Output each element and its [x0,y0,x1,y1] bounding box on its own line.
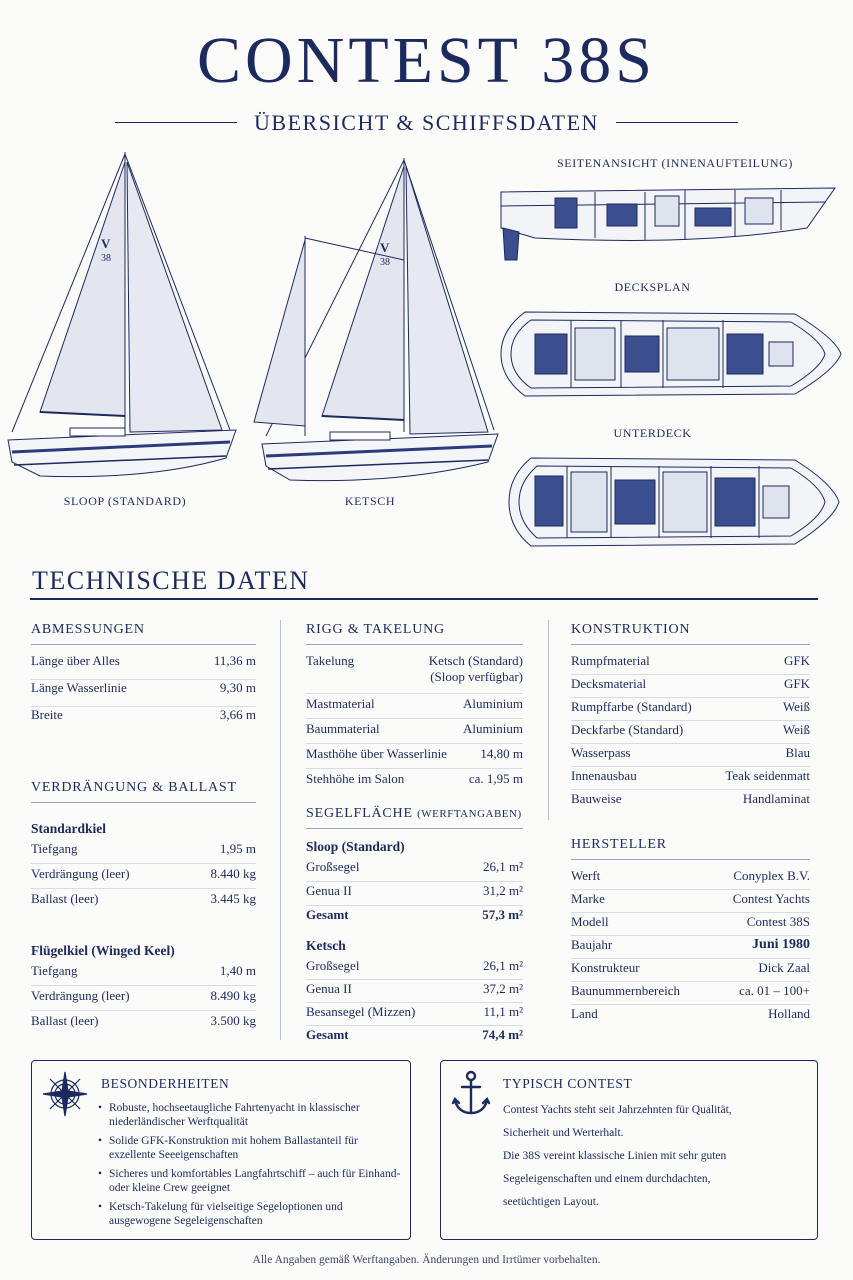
table-row: Genua II 37,2 m² [306,981,523,1003]
standard-keel-title: Standardkiel [31,821,107,836]
table-row: Rumpfmaterial GFK [571,653,810,675]
manufacturer-heading: HERSTELLER [571,837,810,860]
table-row: Genua II 31,2 m² [306,883,523,906]
table-row: Baummaterial Aluminium [306,721,523,744]
table-row: Tiefgang 1,40 m [31,963,256,986]
displacement-section [31,780,256,1035]
footer-disclaimer: Alle Angaben gemäß Werftangaben. Änderungen und Irrtümer vorbehalten. [252,1254,601,1266]
list-item: • Sicheres und komfortables Langfahrtschiff – auch für Einhand- oder kleine Crew geeignet [107,1167,407,1195]
sail-area-heading: SEGELFLÄCHE (WERFTANGABEN) [306,806,523,829]
page-subtitle: ÜBERSICHT & SCHIFFSDATEN [254,110,599,135]
table-row: Verdrängung (leer) 8.440 kg [31,866,256,889]
table-row: Ballast (leer) 3.500 kg [31,1013,256,1028]
column-divider-1 [280,620,281,1040]
table-row-total: Gesamt 57,3 m² [306,907,523,922]
list-item: • Ketsch-Takelung für vielseitige Segeloptionen und ausgewogene Segeleigenschaften [107,1200,407,1228]
lower-deck-drawing [505,446,845,558]
technical-data-title: TECHNISCHE DATEN [32,566,310,595]
sail-area-section [306,806,523,1047]
table-row: Modell Contest 38S [571,914,810,936]
table-row: Rumpffarbe (Standard) Weiß [571,699,810,721]
table-row-total: Gesamt 74,4 m² [306,1027,523,1042]
table-row: Masthöhe über Wasserlinie 14,80 m [306,746,523,769]
table-row: Tiefgang 1,95 m [31,841,256,864]
typical-contest-text: Contest Yachts steht seit Jahrzehnten für Qualität, Sicherheit und Werterhalt. Die 38S vereint klassische Linien mit sehr guten Segeleigenschaften und einem durchdachten, seetüchtigen Layout. [503,1104,732,1208]
subtitle-rule-right [616,122,738,123]
rig-heading: RIGG & TAKELUNG [306,622,523,645]
features-title: BESONDERHEITEN [101,1076,230,1091]
construction-section [571,622,810,811]
table-row: Takelung Ketsch (Standard) (Sloop verfügbar) [306,653,523,694]
table-row: Land Holland [571,1006,810,1021]
winged-keel-title: Flügelkiel (Winged Keel) [31,943,175,958]
list-item: • Solide GFK-Konstruktion mit hohem Ballastanteil für exzellente Seeeigenschaften [107,1134,407,1162]
sloop-sail-mark: V [101,236,111,251]
table-row: Werft Conyplex B.V. [571,868,810,890]
side-view-drawing [495,172,845,268]
table-row: Mastmaterial Aluminium [306,696,523,719]
displacement-heading: VERDRÄNGUNG & BALLAST [31,780,256,803]
column-divider-2 [548,620,549,820]
deck-plan-drawing [495,298,845,410]
typical-contest-box [440,1060,818,1240]
rig-section [306,622,523,791]
sloop-sail-title: Sloop (Standard) [306,839,405,854]
ketch-sail-number: 38 [380,257,390,268]
ketch-drawing [254,158,498,481]
table-row: Großsegel 26,1 m² [306,958,523,980]
typical-contest-title: TYPISCH CONTEST [503,1076,633,1091]
sloop-drawing [8,152,236,477]
table-row: Breite 3,66 m [31,707,256,722]
ketch-label: KETSCH [344,494,396,508]
lower-deck-label: UNTERDECK [613,426,692,440]
table-row: Marke Contest Yachts [571,891,810,913]
manufacturer-section [571,837,810,1026]
page-title: CONTEST 38S [196,24,656,97]
table-row: Verdrängung (leer) 8.490 kg [31,988,256,1011]
anchor-icon [451,1069,491,1119]
table-row: Ballast (leer) 3.445 kg [31,891,256,906]
compass-rose-icon [42,1071,88,1117]
table-row: Innenausbau Teak seidenmatt [571,768,810,790]
dimensions-heading: ABMESSUNGEN [31,622,256,645]
table-row: Bauweise Handlaminat [571,791,810,806]
sail-plan-drawings [0,140,500,520]
table-row: Besansegel (Mizzen) 11,1 m² [306,1004,523,1026]
table-row: Stehhöhe im Salon ca. 1,95 m [306,771,523,786]
table-row: Decksmaterial GFK [571,676,810,698]
features-list [97,1101,407,1233]
table-row: Wasserpass Blau [571,745,810,767]
features-box [31,1060,411,1240]
table-row: Länge Wasserlinie 9,30 m [31,680,256,707]
table-row: Baunummernbereich ca. 01 – 100+ [571,983,810,1005]
deck-plan-label: DECKSPLAN [614,280,691,294]
ketch-sail-mark: V [380,240,390,255]
ketch-sail-title: Ketsch [306,938,346,953]
list-item: • Robuste, hochseetaugliche Fahrtenyacht in klassischer niederländischer Werftqualität [107,1101,407,1129]
construction-heading: KONSTRUKTION [571,622,810,645]
table-row: Länge über Alles 11,36 m [31,653,256,680]
technical-data-rule [30,598,818,600]
sloop-label: SLOOP (STANDARD) [63,494,187,508]
dimensions-section [31,622,256,727]
table-row: Baujahr Juni 1980 [571,937,810,959]
sloop-sail-number: 38 [101,253,111,264]
table-row: Konstrukteur Dick Zaal [571,960,810,982]
table-row: Deckfarbe (Standard) Weiß [571,722,810,744]
table-row: Großsegel 26,1 m² [306,859,523,882]
side-view-label: SEITENANSICHT (INNENAUFTEILUNG) [556,156,794,170]
